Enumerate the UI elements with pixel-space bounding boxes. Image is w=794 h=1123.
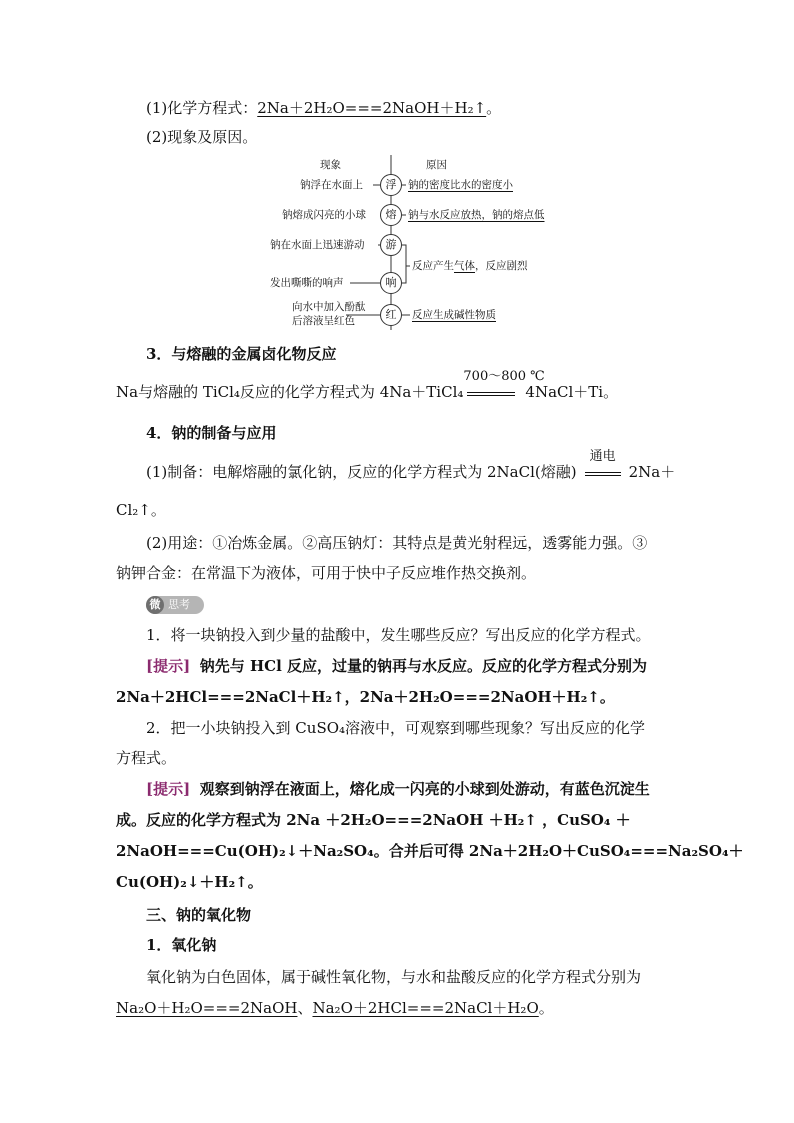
think-badge	[146, 596, 204, 614]
oxide-eq-water: Na₂O＋H₂O===2NaOH	[116, 999, 298, 1017]
oxide-eq-hcl: Na₂O＋2HCl===2NaCl＋H₂O	[312, 999, 539, 1017]
equation-na-water: 2Na＋2H₂O===2NaOH＋H₂↑	[257, 99, 487, 117]
electrolysis-condition: 通电	[589, 449, 616, 464]
condition-temperature: 700～800 ℃	[463, 369, 545, 384]
key-melt: 熔	[380, 204, 402, 226]
answer-1-line-2: 2Na＋2HCl===2NaCl＋H₂↑，2Na＋2H₂O===2NaOH＋H₂↑。	[116, 688, 615, 706]
phenomenon-red-1: 向水中加入酚酞	[292, 301, 366, 313]
phenomenon-swim: 钠在水面上迅速游动	[270, 239, 365, 251]
col-reason: 原因	[426, 159, 447, 171]
key-sound: 响	[380, 272, 402, 294]
key-float: 浮	[380, 174, 402, 196]
phenomenon-float: 钠浮在水面上	[300, 179, 363, 191]
electrolysis-arrow	[577, 449, 629, 482]
question-1: 1．将一块钠投入到少量的盐酸中，发生哪些反应？写出反应的化学方程式。	[146, 626, 651, 644]
equation-line: (1)化学方程式：2Na＋2H₂O===2NaOH＋H₂↑。	[146, 99, 502, 117]
key-red: 红	[380, 304, 402, 326]
reason-gas-text: 反应产生气体，反应剧烈	[412, 260, 528, 272]
reason-gas	[412, 259, 528, 273]
usage-line-1: (2)用途：①冶炼金属。②高压钠灯：其特点是黄光射程远，透雾能力强。③	[146, 534, 648, 552]
preparation-line: (1)制备：电解熔融的氯化钠，反应的化学方程式为 2NaCl(熔融) 通电 2Na＋	[146, 449, 676, 481]
section-3-heading: 3．与熔融的金属卤化物反应	[146, 345, 337, 363]
question-2-line-2: 方程式。	[116, 749, 177, 767]
answer-2-line-1: [提示] 观察到钠浮在液面上，熔化成一闪亮的小球到处游动，有蓝色沉淀生	[146, 780, 650, 798]
usage-line-2: 钠钾合金：在常温下为液体，可用于快中子反应堆作热交换剂。	[116, 564, 537, 582]
col-phenomenon: 现象	[320, 159, 341, 171]
question-2-line-1: 2．把一小块钠投入到 CuSO₄溶液中，可观察到哪些现象？写出反应的化学	[146, 719, 646, 737]
equation-label: (1)化学方程式：	[146, 99, 258, 117]
think-badge-icon: 微	[146, 596, 164, 614]
answer-2-line-3: 2NaOH===Cu(OH)₂↓＋Na₂SO₄。合并后可得 2Na＋2H₂O＋CuSO₄===Na₂SO₄＋	[116, 842, 744, 860]
phenomena-heading: (2)现象及原因。	[146, 128, 258, 146]
answer-2-line-4: Cu(OH)₂↓＋H₂↑。	[116, 873, 263, 891]
think-badge-text: 思考	[168, 598, 190, 611]
preparation-line-cont: Cl₂↑。	[116, 501, 166, 519]
phenomena-diagram	[270, 155, 570, 330]
hint-label-2: [提示]	[146, 780, 191, 798]
answer-1-line-1: [提示] 钠先与 HCl 反应，过量的钠再与水反应。反应的化学方程式分别为	[146, 657, 648, 675]
reason-red: 反应生成碱性物质	[412, 309, 496, 321]
oxide-text: 氧化钠为白色固体，属于碱性氧化物，与水和盐酸反应的化学方程式分别为	[146, 968, 642, 986]
phenomenon-sound: 发出嘶嘶的响声	[270, 277, 344, 289]
reason-melt: 钠与水反应放热，钠的熔点低	[408, 209, 545, 221]
section-4-heading: 4．钠的制备与应用	[146, 424, 277, 442]
phenomenon-red-2: 后溶液呈红色	[292, 315, 355, 327]
answer-2-line-2: 成。反应的化学方程式为 2Na ＋2H₂O===2NaOH ＋H₂↑ ，CuSO₄ ＋	[116, 811, 631, 829]
oxide-equations: Na₂O＋H₂O===2NaOH、Na₂O＋2HCl===2NaCl＋H₂O。	[116, 999, 554, 1017]
oxide-heading: 三、钠的氧化物	[146, 906, 252, 924]
oxide-subheading: 1．氧化钠	[146, 936, 217, 954]
condition-arrow	[463, 369, 545, 402]
hint-label: [提示]	[146, 657, 191, 675]
key-swim: 游	[380, 234, 402, 256]
reason-float: 钠的密度比水的密度小	[408, 179, 513, 191]
phenomenon-melt: 钠熔成闪亮的小球	[282, 209, 366, 221]
section-3-text: Na与熔融的 TiCl₄反应的化学方程式为 4Na＋TiCl₄ 700～800 ℃ 4NaCl＋Ti。	[116, 369, 619, 401]
